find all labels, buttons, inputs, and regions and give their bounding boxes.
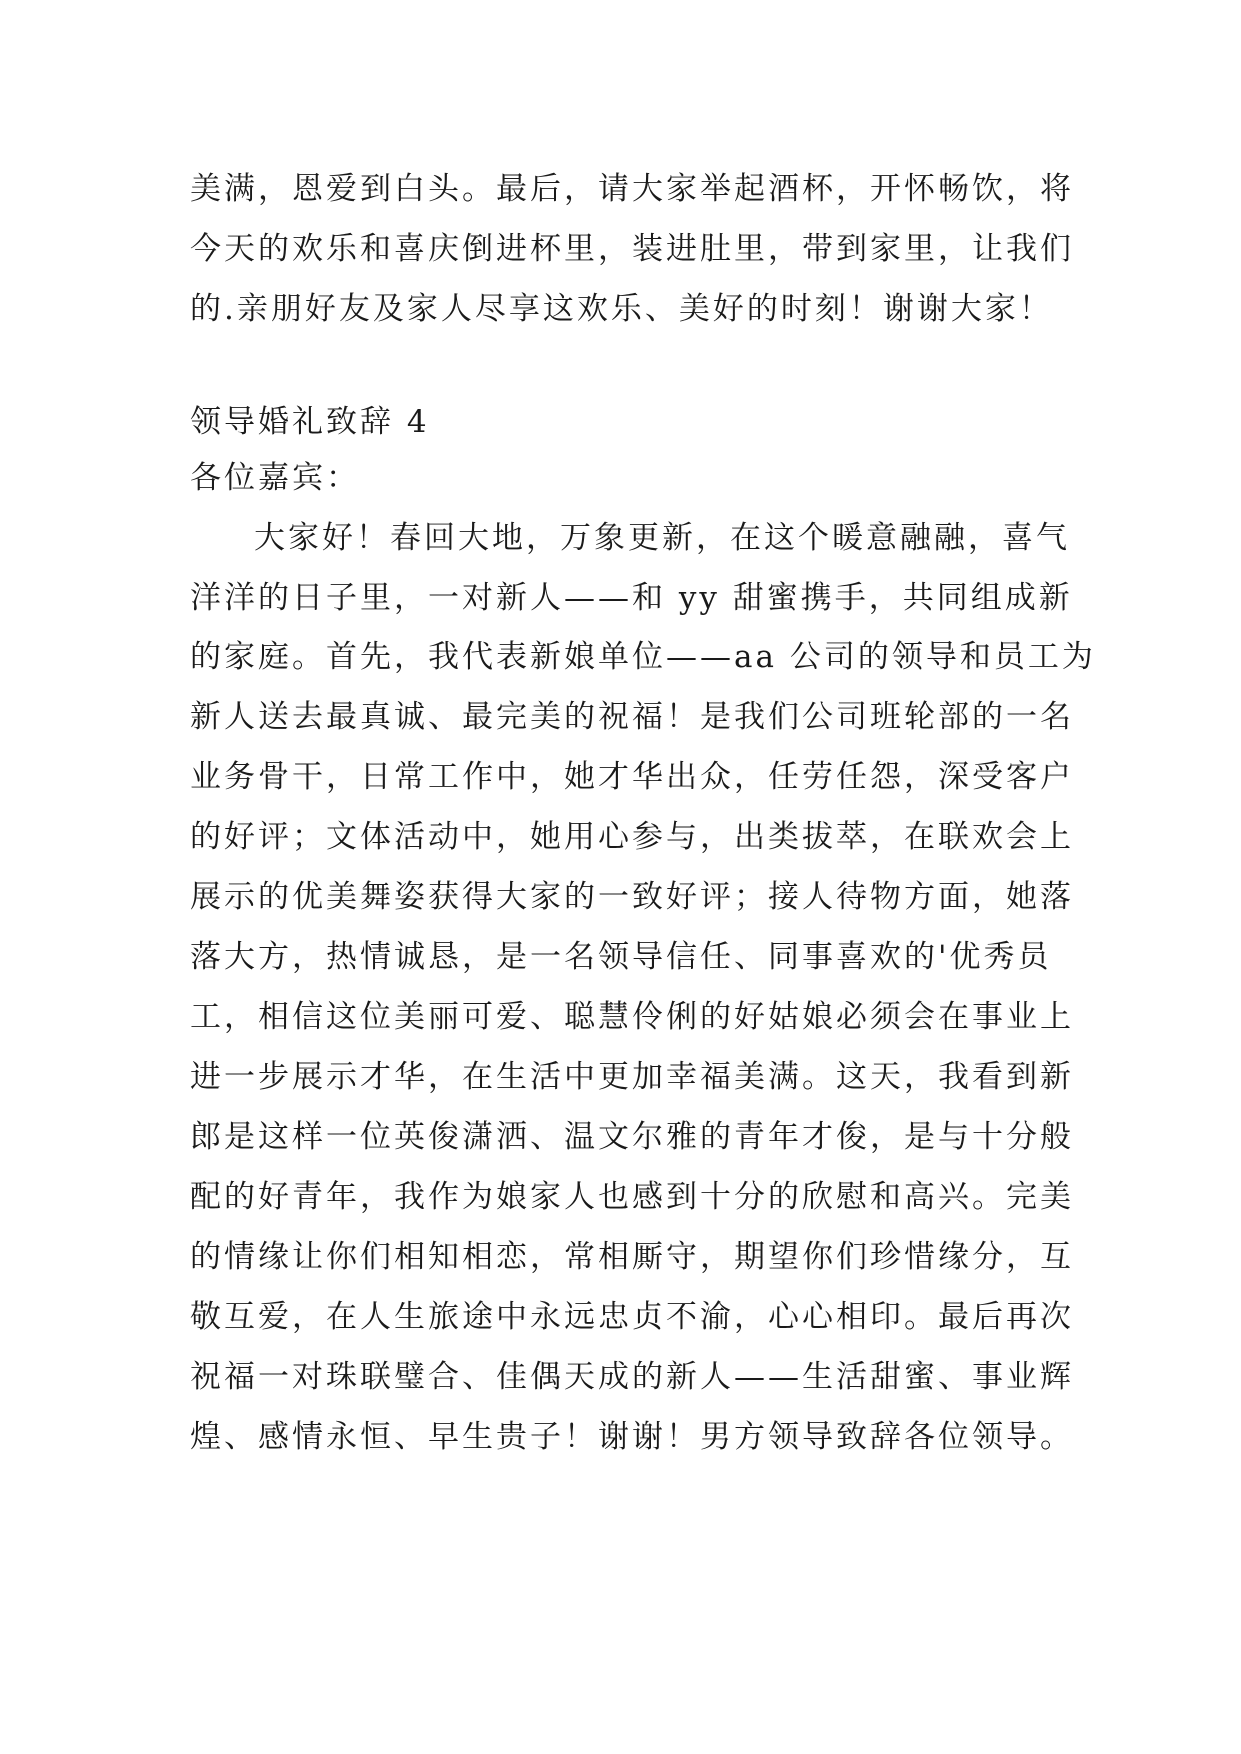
body-line-9: 工，相信这位美丽可爱、聪慧伶俐的好姑娘必须会在事业上 xyxy=(190,999,1074,1035)
body-line-6: 的好评；文体活动中，她用心参与，出类拔萃，在联欢会上 xyxy=(190,819,1074,855)
body-line-13: 的情缘让你们相知相恋，常相厮守，期望你们珍惜缘分，互 xyxy=(190,1239,1074,1275)
body-line-15: 祝福一对珠联璧合、佳偶天成的新人——生活甜蜜、事业辉 xyxy=(190,1359,1074,1395)
body-line-16: 煌、感情永恒、早生贵子！谢谢！男方领导致辞各位领导。 xyxy=(190,1419,1074,1455)
body-line-5: 业务骨干，日常工作中，她才华出众，任劳任怨，深受客户 xyxy=(190,759,1074,795)
body-line-7: 展示的优美舞姿获得大家的一致好评；接人待物方面，她落 xyxy=(190,879,1074,915)
body-line-10: 进一步展示才华，在生活中更加幸福美满。这天，我看到新 xyxy=(190,1059,1074,1095)
intro-line-3: 的.亲朋好友及家人尽享这欢乐、美好的时刻！谢谢大家！ xyxy=(190,291,1053,327)
salutation: 各位嘉宾： xyxy=(190,460,360,496)
body-line-14: 敬互爱，在人生旅途中永远忠贞不渝，心心相印。最后再次 xyxy=(190,1299,1074,1335)
body-line-8: 落大方，热情诚恳，是一名领导信任、同事喜欢的'优秀员 xyxy=(190,939,1052,975)
body-line-4: 新人送去最真诚、最完美的祝福！是我们公司班轮部的一名 xyxy=(190,699,1074,735)
body-line-1: 大家好！春回大地，万象更新，在这个暖意融融，喜气 xyxy=(254,520,1070,556)
section-title: 领导婚礼致辞 4 xyxy=(190,404,430,440)
intro-line-1: 美满，恩爱到白头。最后，请大家举起酒杯，开怀畅饮，将 xyxy=(190,171,1074,207)
intro-line-2: 今天的欢乐和喜庆倒进杯里，装进肚里，带到家里，让我们 xyxy=(190,231,1074,267)
body-line-11: 郎是这样一位英俊潇洒、温文尔雅的青年才俊，是与十分般 xyxy=(190,1119,1074,1155)
body-line-2: 洋洋的日子里，一对新人——和 yy 甜蜜携手，共同组成新 xyxy=(190,580,1073,616)
body-line-12: 配的好青年，我作为娘家人也感到十分的欣慰和高兴。完美 xyxy=(190,1179,1074,1215)
body-line-3: 的家庭。首先，我代表新娘单位——aa 公司的领导和员工为 xyxy=(190,639,1096,675)
